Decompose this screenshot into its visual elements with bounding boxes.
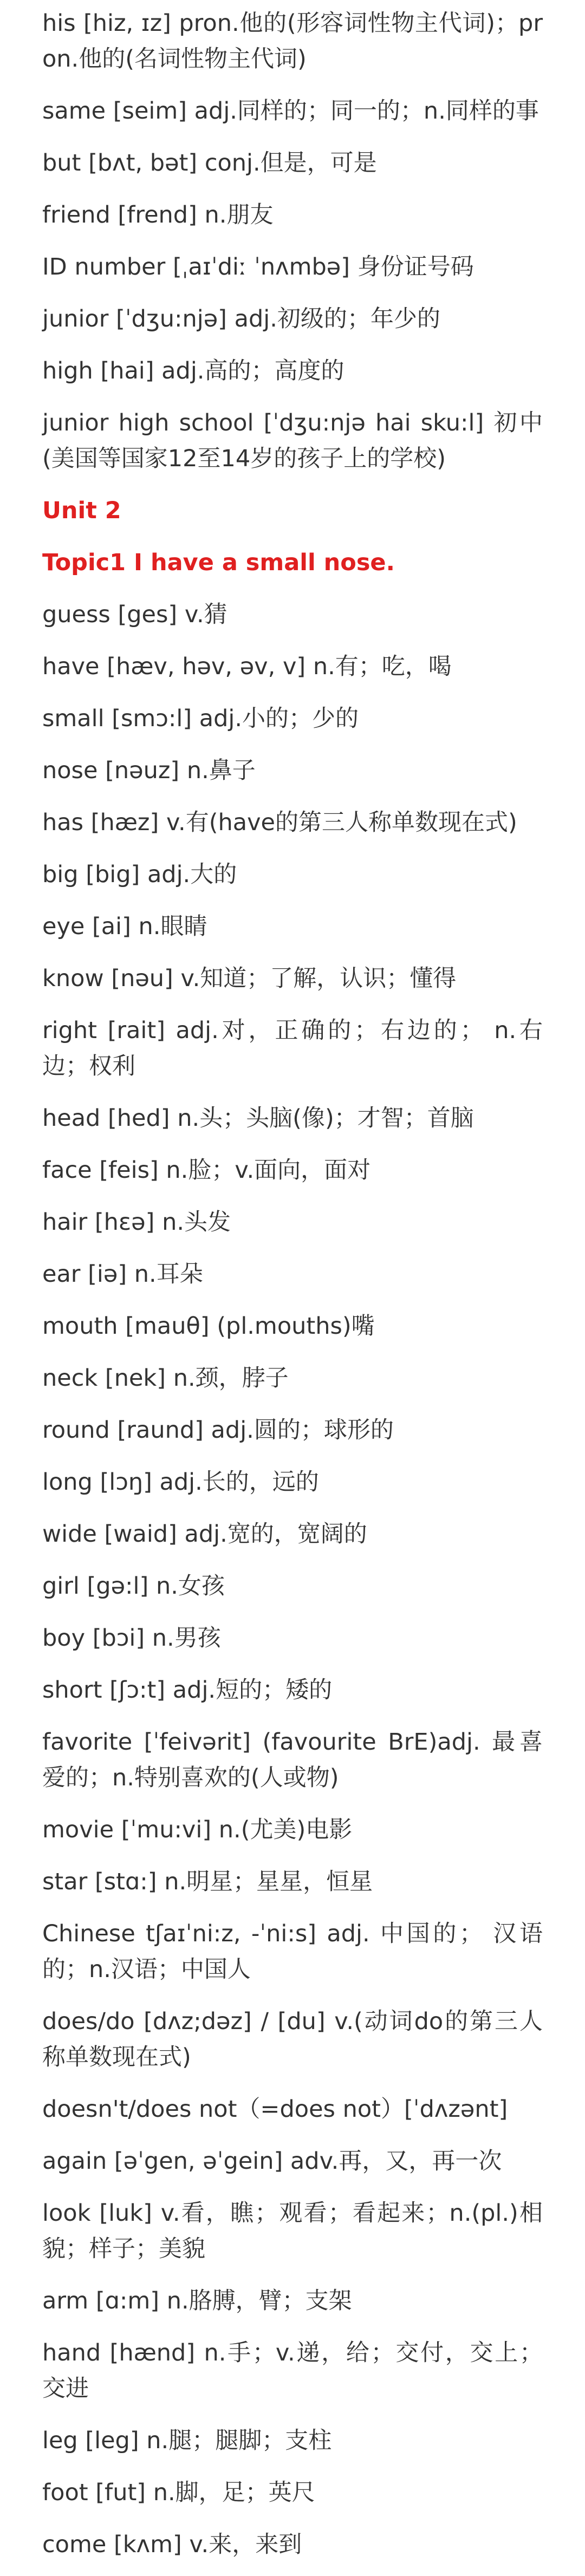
vocabulary-entry: arm [ɑ:m] n.胳膊，臂；支架 xyxy=(42,2287,352,2314)
vocabulary-entry: mouth [mauθ] (pl.mouths)嘴 xyxy=(42,1313,375,1340)
vocabulary-entry: have [hæv, həv, əv, v] n.有；吃，喝 xyxy=(42,653,452,680)
vocabulary-entry: hand [hænd] n.手；v.递，给；交付，交上；交进 xyxy=(42,2339,543,2402)
vocabulary-entry: ID number [ˌaɪˈdiː ˈnʌmbə] 身份证号码 xyxy=(42,253,474,281)
vocabulary-entry: hair [hεə] n.头发 xyxy=(42,1209,231,1236)
vocabulary-entry: eye [ai] n.眼睛 xyxy=(42,913,207,940)
vocabulary-entry: friend [frend] n.朋友 xyxy=(42,201,274,229)
vocabulary-entry: movie [ˈmu:vi] n.(尤美)电影 xyxy=(42,1816,353,1843)
vocabulary-entry: head [hed] n.头；头脑(像)；才智；首脑 xyxy=(42,1105,474,1132)
vocabulary-entry: neck [nek] n.颈，脖子 xyxy=(42,1365,289,1392)
vocabulary-entry: has [hæz] v.有(have的第三人称单数现在式) xyxy=(42,809,517,836)
vocabulary-entry: long [lɔŋ] adj.长的，远的 xyxy=(42,1469,319,1496)
vocabulary-entry: but [bʌt, bət] conj.但是，可是 xyxy=(42,149,377,177)
vocabulary-entry: small [smɔ:l] adj.小的；少的 xyxy=(42,705,359,732)
vocabulary-entry: guess [ges] v.猜 xyxy=(42,601,227,628)
vocabulary-entry: girl [gə:l] n.女孩 xyxy=(42,1573,225,1600)
vocabulary-entry: nose [nəuz] n.鼻子 xyxy=(42,757,256,784)
vocabulary-entry: doesn't/does not（=does not）[ˈdʌzənt] xyxy=(42,2096,508,2123)
vocabulary-entry: right [rait] adj.对，正确的；右边的； n.右边；权利 xyxy=(42,1017,543,1080)
vocabulary-entry: know [nəu] v.知道；了解，认识；懂得 xyxy=(42,965,457,992)
vocabulary-entry: look [luk] v.看，瞧；观看；看起来；n.(pl.)相貌；样子；美貌 xyxy=(42,2200,543,2262)
vocabulary-entry: star [stɑ:] n.明星；星星，恒星 xyxy=(42,1868,373,1895)
vocabulary-entry: junior [ˈdʒu:njə] adj.初级的；年少的 xyxy=(42,305,440,332)
vocabulary-entry: Chinese tʃaɪˈni:z, -ˈni:s] adj. 中国的； 汉语的；n.汉语；中国人 xyxy=(42,1920,543,1983)
vocabulary-entry: big [big] adj.大的 xyxy=(42,861,237,888)
vocabulary-entry: round [raund] adj.圆的；球形的 xyxy=(42,1417,394,1444)
section-heading: Topic1 I have a small nose. xyxy=(42,549,395,576)
vocabulary-entry: boy [bɔi] n.男孩 xyxy=(42,1625,221,1652)
vocabulary-entry: come [kʌm] v.来，来到 xyxy=(42,2531,302,2558)
vocabulary-entry: same [seim] adj.同样的；同一的；n.同样的事 xyxy=(42,97,539,125)
vocabulary-entry: wide [waid] adj.宽的，宽阔的 xyxy=(42,1521,367,1548)
vocabulary-entry: junior high school [ˈdʒu:njə hai sku:l] 初中(美国等国家12至14岁的孩子上的学校) xyxy=(42,409,543,472)
vocabulary-entry: face [feis] n.脸；v.面向，面对 xyxy=(42,1157,371,1184)
vocabulary-entry: ear [iə] n.耳朵 xyxy=(42,1261,203,1288)
vocabulary-entry: leg [leg] n.腿；腿脚；支柱 xyxy=(42,2427,332,2454)
section-heading: Unit 2 xyxy=(42,497,121,524)
vocabulary-entry: his [hiz, ɪz] pron.他的(形容词性物主代词)；pron.他的(名词性物主代词) xyxy=(42,10,543,73)
vocabulary-entry: short [ʃɔ:t] adj.短的；矮的 xyxy=(42,1677,333,1704)
vocabulary-entry: foot [fut] n.脚，足；英尺 xyxy=(42,2479,315,2506)
vocabulary-entry: again [əˈgen, əˈgein] adv.再，又，再一次 xyxy=(42,2148,502,2175)
vocabulary-entry: favorite [ˈfeivərit] (favourite BrE)adj. 最喜爱的；n.特别喜欢的(人或物) xyxy=(42,1729,543,1791)
vocabulary-entry: high [hai] adj.高的；高度的 xyxy=(42,357,344,384)
vocabulary-entry: does/do [dʌz;dəz] / [du] v.(动词do的第三人称单数现在式) xyxy=(42,2008,543,2071)
